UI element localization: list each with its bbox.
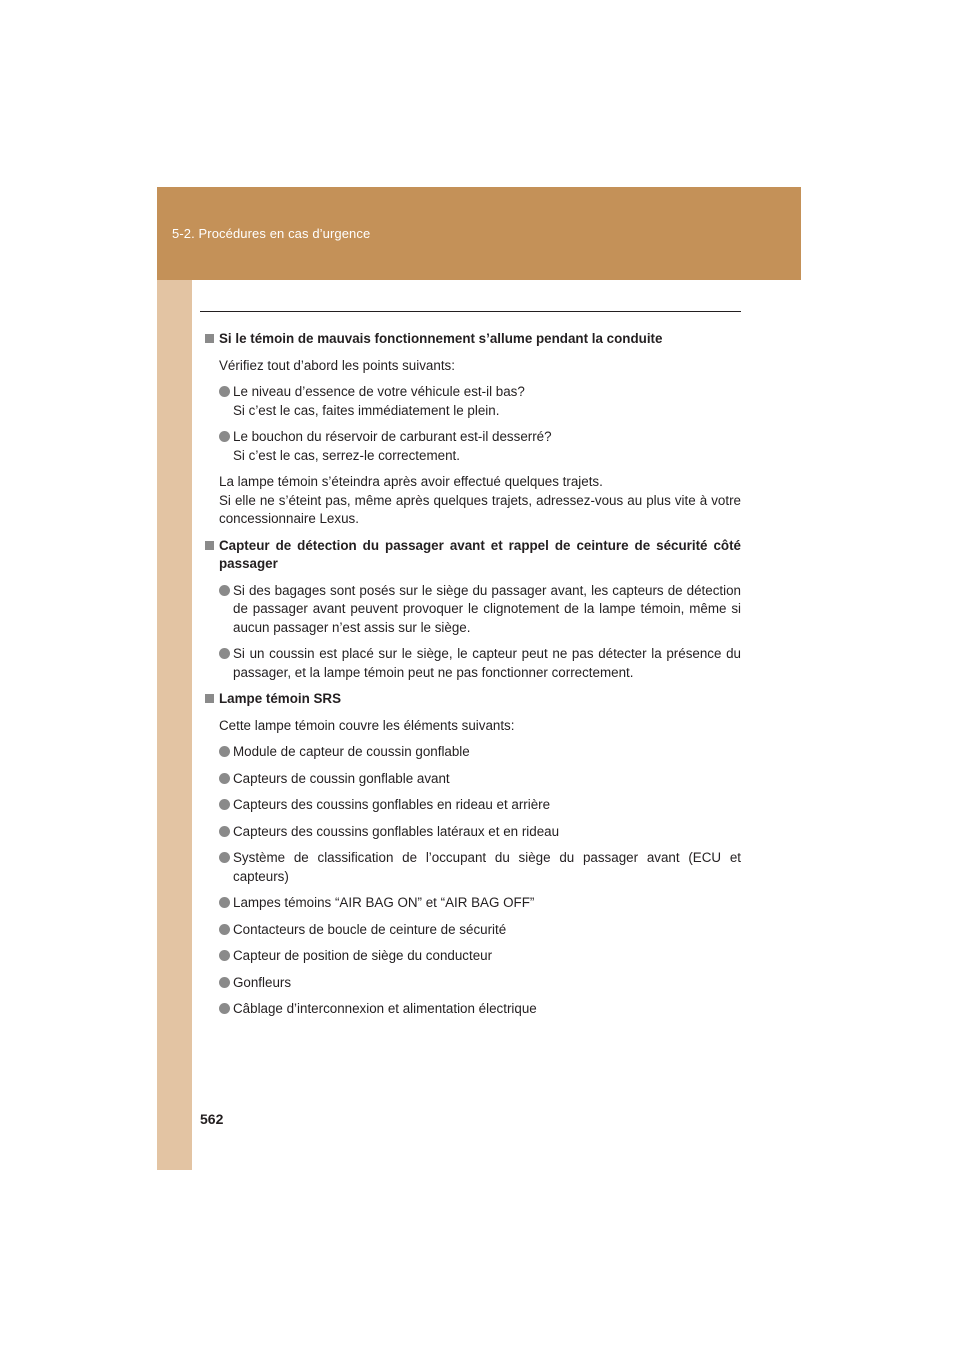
square-bullet-icon bbox=[205, 694, 214, 703]
list-item bbox=[205, 921, 741, 940]
circle-bullet-icon bbox=[219, 924, 230, 935]
circle-bullet-icon bbox=[219, 773, 230, 784]
list-item-text: Système de classification de l’occupant du siège du passager avant (ECU et capteurs) bbox=[233, 850, 741, 884]
square-bullet-icon bbox=[205, 541, 214, 550]
list-item-text: Capteur de position de siège du conducteur bbox=[233, 948, 493, 963]
intro-text: Vérifiez tout d’abord les points suivants: bbox=[219, 357, 455, 373]
heading-text: Capteur de détection du passager avant et rappel de ceinture de sécurité côté passager bbox=[219, 537, 741, 571]
list-item bbox=[205, 645, 741, 682]
page-content bbox=[205, 330, 741, 1027]
list-item bbox=[205, 770, 741, 789]
list-item bbox=[205, 582, 741, 638]
circle-bullet-icon bbox=[219, 386, 230, 397]
circle-bullet-icon bbox=[219, 897, 230, 908]
list-item-text: Contacteurs de boucle de ceinture de sécurité bbox=[233, 921, 507, 937]
circle-bullet-icon bbox=[219, 950, 230, 961]
list-item-subtext: Si c’est le cas, serrez-le correctement. bbox=[233, 447, 460, 463]
heading-text: Lampe témoin SRS bbox=[219, 691, 342, 706]
list-item bbox=[205, 894, 741, 913]
list-item bbox=[205, 849, 741, 886]
section-heading bbox=[205, 330, 741, 349]
list-item bbox=[205, 947, 741, 966]
list-item bbox=[205, 743, 741, 762]
list-item-text: Capteurs des coussins gonflables en rideau et arrière bbox=[233, 797, 551, 812]
list-item bbox=[205, 823, 741, 842]
circle-bullet-icon bbox=[219, 1003, 230, 1014]
circle-bullet-icon bbox=[219, 977, 230, 988]
header-rule bbox=[200, 311, 741, 312]
list-item-text: Le niveau d’essence de votre véhicule est-il bas? bbox=[233, 384, 525, 399]
list-item-text: Câblage d’interconnexion et alimentation électrique bbox=[233, 1001, 537, 1016]
circle-bullet-icon bbox=[219, 431, 230, 442]
circle-bullet-icon bbox=[219, 799, 230, 810]
circle-bullet-icon bbox=[219, 852, 230, 863]
circle-bullet-icon bbox=[219, 585, 230, 596]
list-item bbox=[205, 1000, 741, 1019]
section-title: 5-2. Procédures en cas d’urgence bbox=[172, 226, 371, 241]
list-item-text: Si des bagages sont posés sur le siège du passager avant, les capteurs de détection de passager avant peuvent provoquer le clignotement de la lampe témoin, même si aucun passager n’est assis sur le siège. bbox=[233, 582, 741, 635]
list-item bbox=[205, 974, 741, 993]
side-tab-band bbox=[157, 187, 192, 1170]
list-item-text: Le bouchon du réservoir de carburant est-il desserré? bbox=[233, 429, 552, 444]
list-item bbox=[205, 796, 741, 815]
circle-bullet-icon bbox=[219, 648, 230, 659]
list-item bbox=[205, 383, 741, 420]
list-item-text: Capteurs des coussins gonflables latéraux et en rideau bbox=[233, 823, 560, 839]
square-bullet-icon bbox=[205, 334, 214, 343]
section-heading bbox=[205, 537, 741, 574]
list-item-text: Si un coussin est placé sur le siège, le capteur peut ne pas détecter la présence du passager, et la lampe témoin peut ne pas fonctionner correctement. bbox=[233, 646, 741, 680]
list-item bbox=[205, 428, 741, 465]
section-heading bbox=[205, 690, 741, 709]
list-item-text: Module de capteur de coussin gonflable bbox=[233, 744, 470, 759]
circle-bullet-icon bbox=[219, 746, 230, 757]
list-item-subtext: Si c’est le cas, faites immédiatement le plein. bbox=[233, 402, 500, 418]
list-item-text: Capteurs de coussin gonflable avant bbox=[233, 770, 450, 786]
page-number: 562 bbox=[200, 1111, 224, 1127]
list-item-text: Gonfleurs bbox=[233, 974, 292, 990]
circle-bullet-icon bbox=[219, 826, 230, 837]
intro-text: Cette lampe témoin couvre les éléments suivants: bbox=[219, 717, 515, 733]
heading-text: Si le témoin de mauvais fonctionnement s’allume pendant la conduite bbox=[219, 331, 663, 346]
body-text: La lampe témoin s’éteindra après avoir effectué quelques trajets. bbox=[219, 474, 603, 489]
body-text: Si elle ne s’éteint pas, même après quelques trajets, adressez-vous au plus vite à votre concessionnaire Lexus. bbox=[219, 492, 741, 526]
list-item-text: Lampes témoins “AIR BAG ON” et “AIR BAG OFF” bbox=[233, 895, 535, 910]
